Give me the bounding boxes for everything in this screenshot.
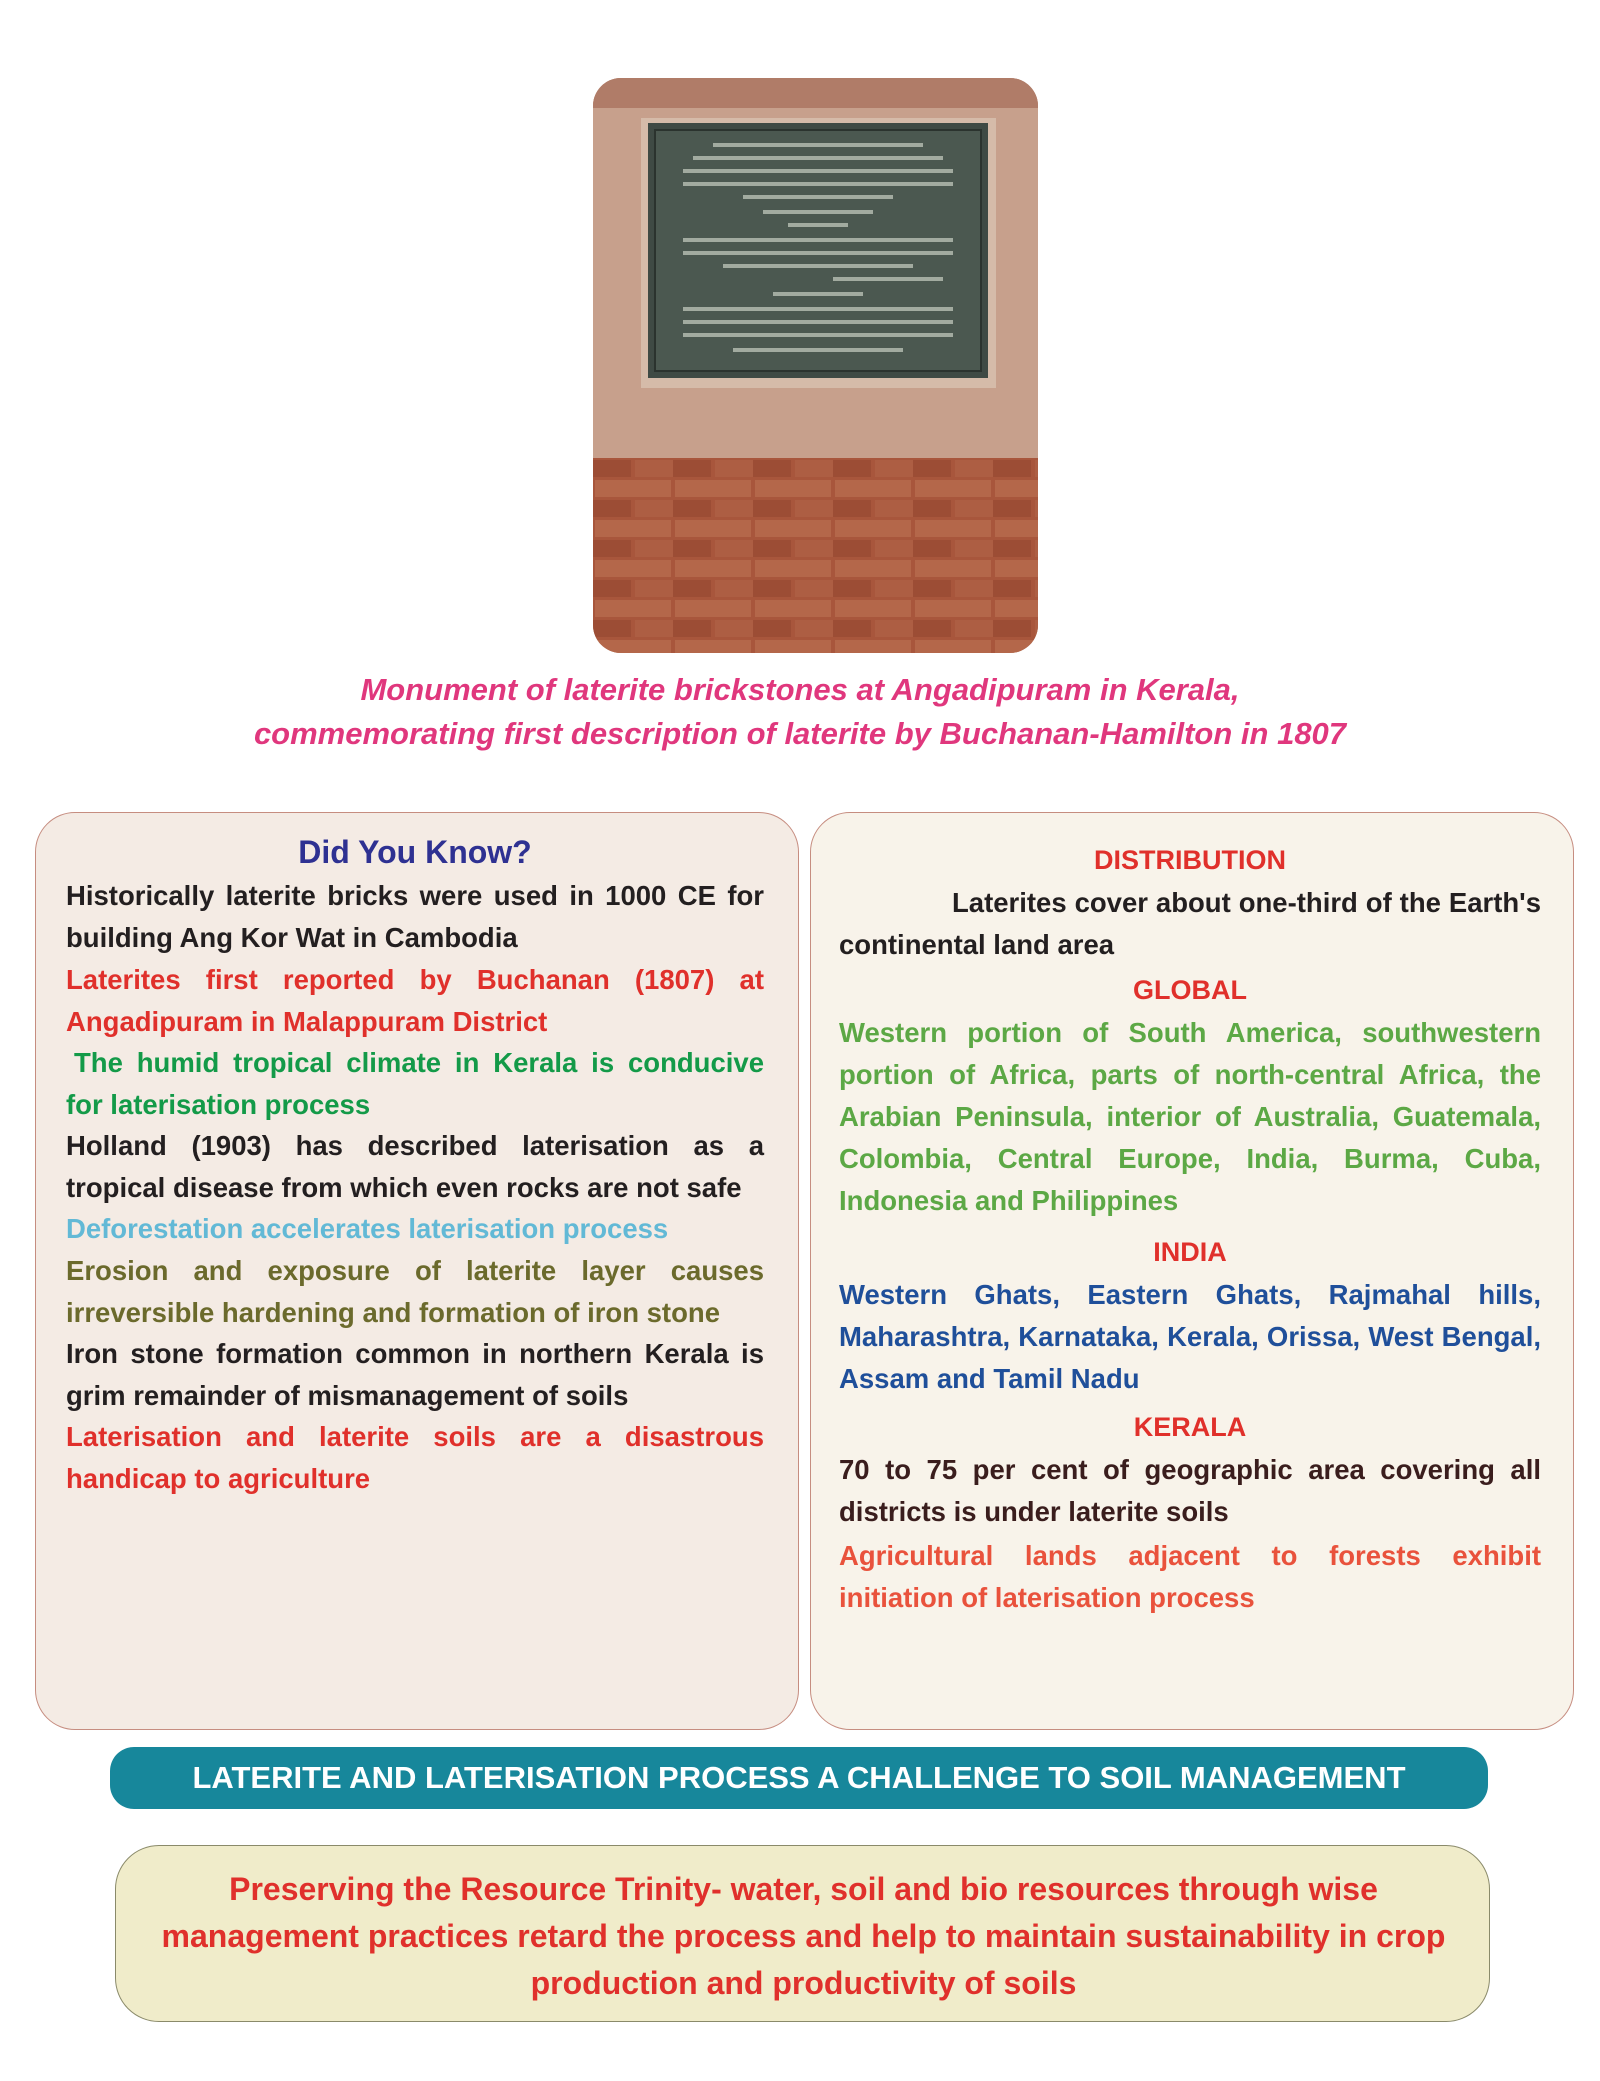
india-heading: INDIA bbox=[1153, 1237, 1227, 1267]
kerala-text-agriculture: Agricultural lands adjacent to forests exhibit initiation of laterisation process bbox=[839, 1540, 1541, 1613]
india-text: Western Ghats, Eastern Ghats, Rajmahal hills, Maharashtra, Karnataka, Kerala, Orissa, West Bengal, Assam and Tamil Nadu bbox=[839, 1279, 1541, 1394]
did-you-know-title: Did You Know? bbox=[298, 834, 532, 870]
distribution-intro: Laterites cover about one-third of the Earth's continental land area bbox=[839, 887, 1541, 960]
global-heading: GLOBAL bbox=[1133, 975, 1247, 1005]
conclusion-text: Preserving the Resource Trinity- water, soil and bio resources through wise management practices retard the process and help to maintain sustainability in crop production and productivity of soils bbox=[161, 1871, 1446, 2001]
kerala-text-coverage: 70 to 75 per cent of geographic area covering all districts is under laterite soils bbox=[839, 1454, 1541, 1527]
fact-erosion: Erosion and exposure of laterite layer causes irreversible hardening and formation of iron stone bbox=[66, 1255, 764, 1328]
distribution-card bbox=[810, 812, 1574, 1730]
global-text: Western portion of South America, southwestern portion of Africa, parts of north-central Africa, the Arabian Peninsula, interior of Australia, Guatemala, Colombia, Central Europe, India, Burma, Cuba, Indonesia and Philippines bbox=[839, 1017, 1541, 1216]
fact-holland: Holland (1903) has described laterisation as a tropical disease from which even rocks are not safe bbox=[66, 1130, 764, 1203]
monument-photo bbox=[593, 78, 1038, 653]
fact-buchanan: Laterites first reported by Buchanan (1807) at Angadipuram in Malappuram District bbox=[66, 964, 764, 1037]
banner-text: LATERITE AND LATERISATION PROCESS A CHALLENGE TO SOIL MANAGEMENT bbox=[192, 1760, 1406, 1795]
kerala-heading: KERALA bbox=[1133, 1412, 1247, 1442]
fact-angkor-wat: Historically laterite bricks were used in 1000 CE for building Ang Kor Wat in Cambodia bbox=[66, 880, 764, 953]
photo-caption-line-1: Monument of laterite brickstones at Angadipuram in Kerala, bbox=[360, 672, 1240, 707]
conclusion-box bbox=[115, 1845, 1490, 2022]
distribution-title: DISTRIBUTION bbox=[1094, 845, 1286, 875]
photo-caption-line-2: commemorating first description of laterite by Buchanan-Hamilton in 1807 bbox=[253, 716, 1347, 751]
fact-humid-climate: The humid tropical climate in Kerala is conducive for laterisation process bbox=[66, 1047, 764, 1120]
fact-deforestation: Deforestation accelerates laterisation process bbox=[66, 1213, 669, 1244]
fact-iron-stone: Iron stone formation common in northern Kerala is grim remainder of mismanagement of soils bbox=[66, 1338, 764, 1411]
fact-handicap: Laterisation and laterite soils are a disastrous handicap to agriculture bbox=[66, 1421, 764, 1494]
did-you-know-card bbox=[35, 812, 799, 1730]
title-banner bbox=[110, 1747, 1488, 1809]
